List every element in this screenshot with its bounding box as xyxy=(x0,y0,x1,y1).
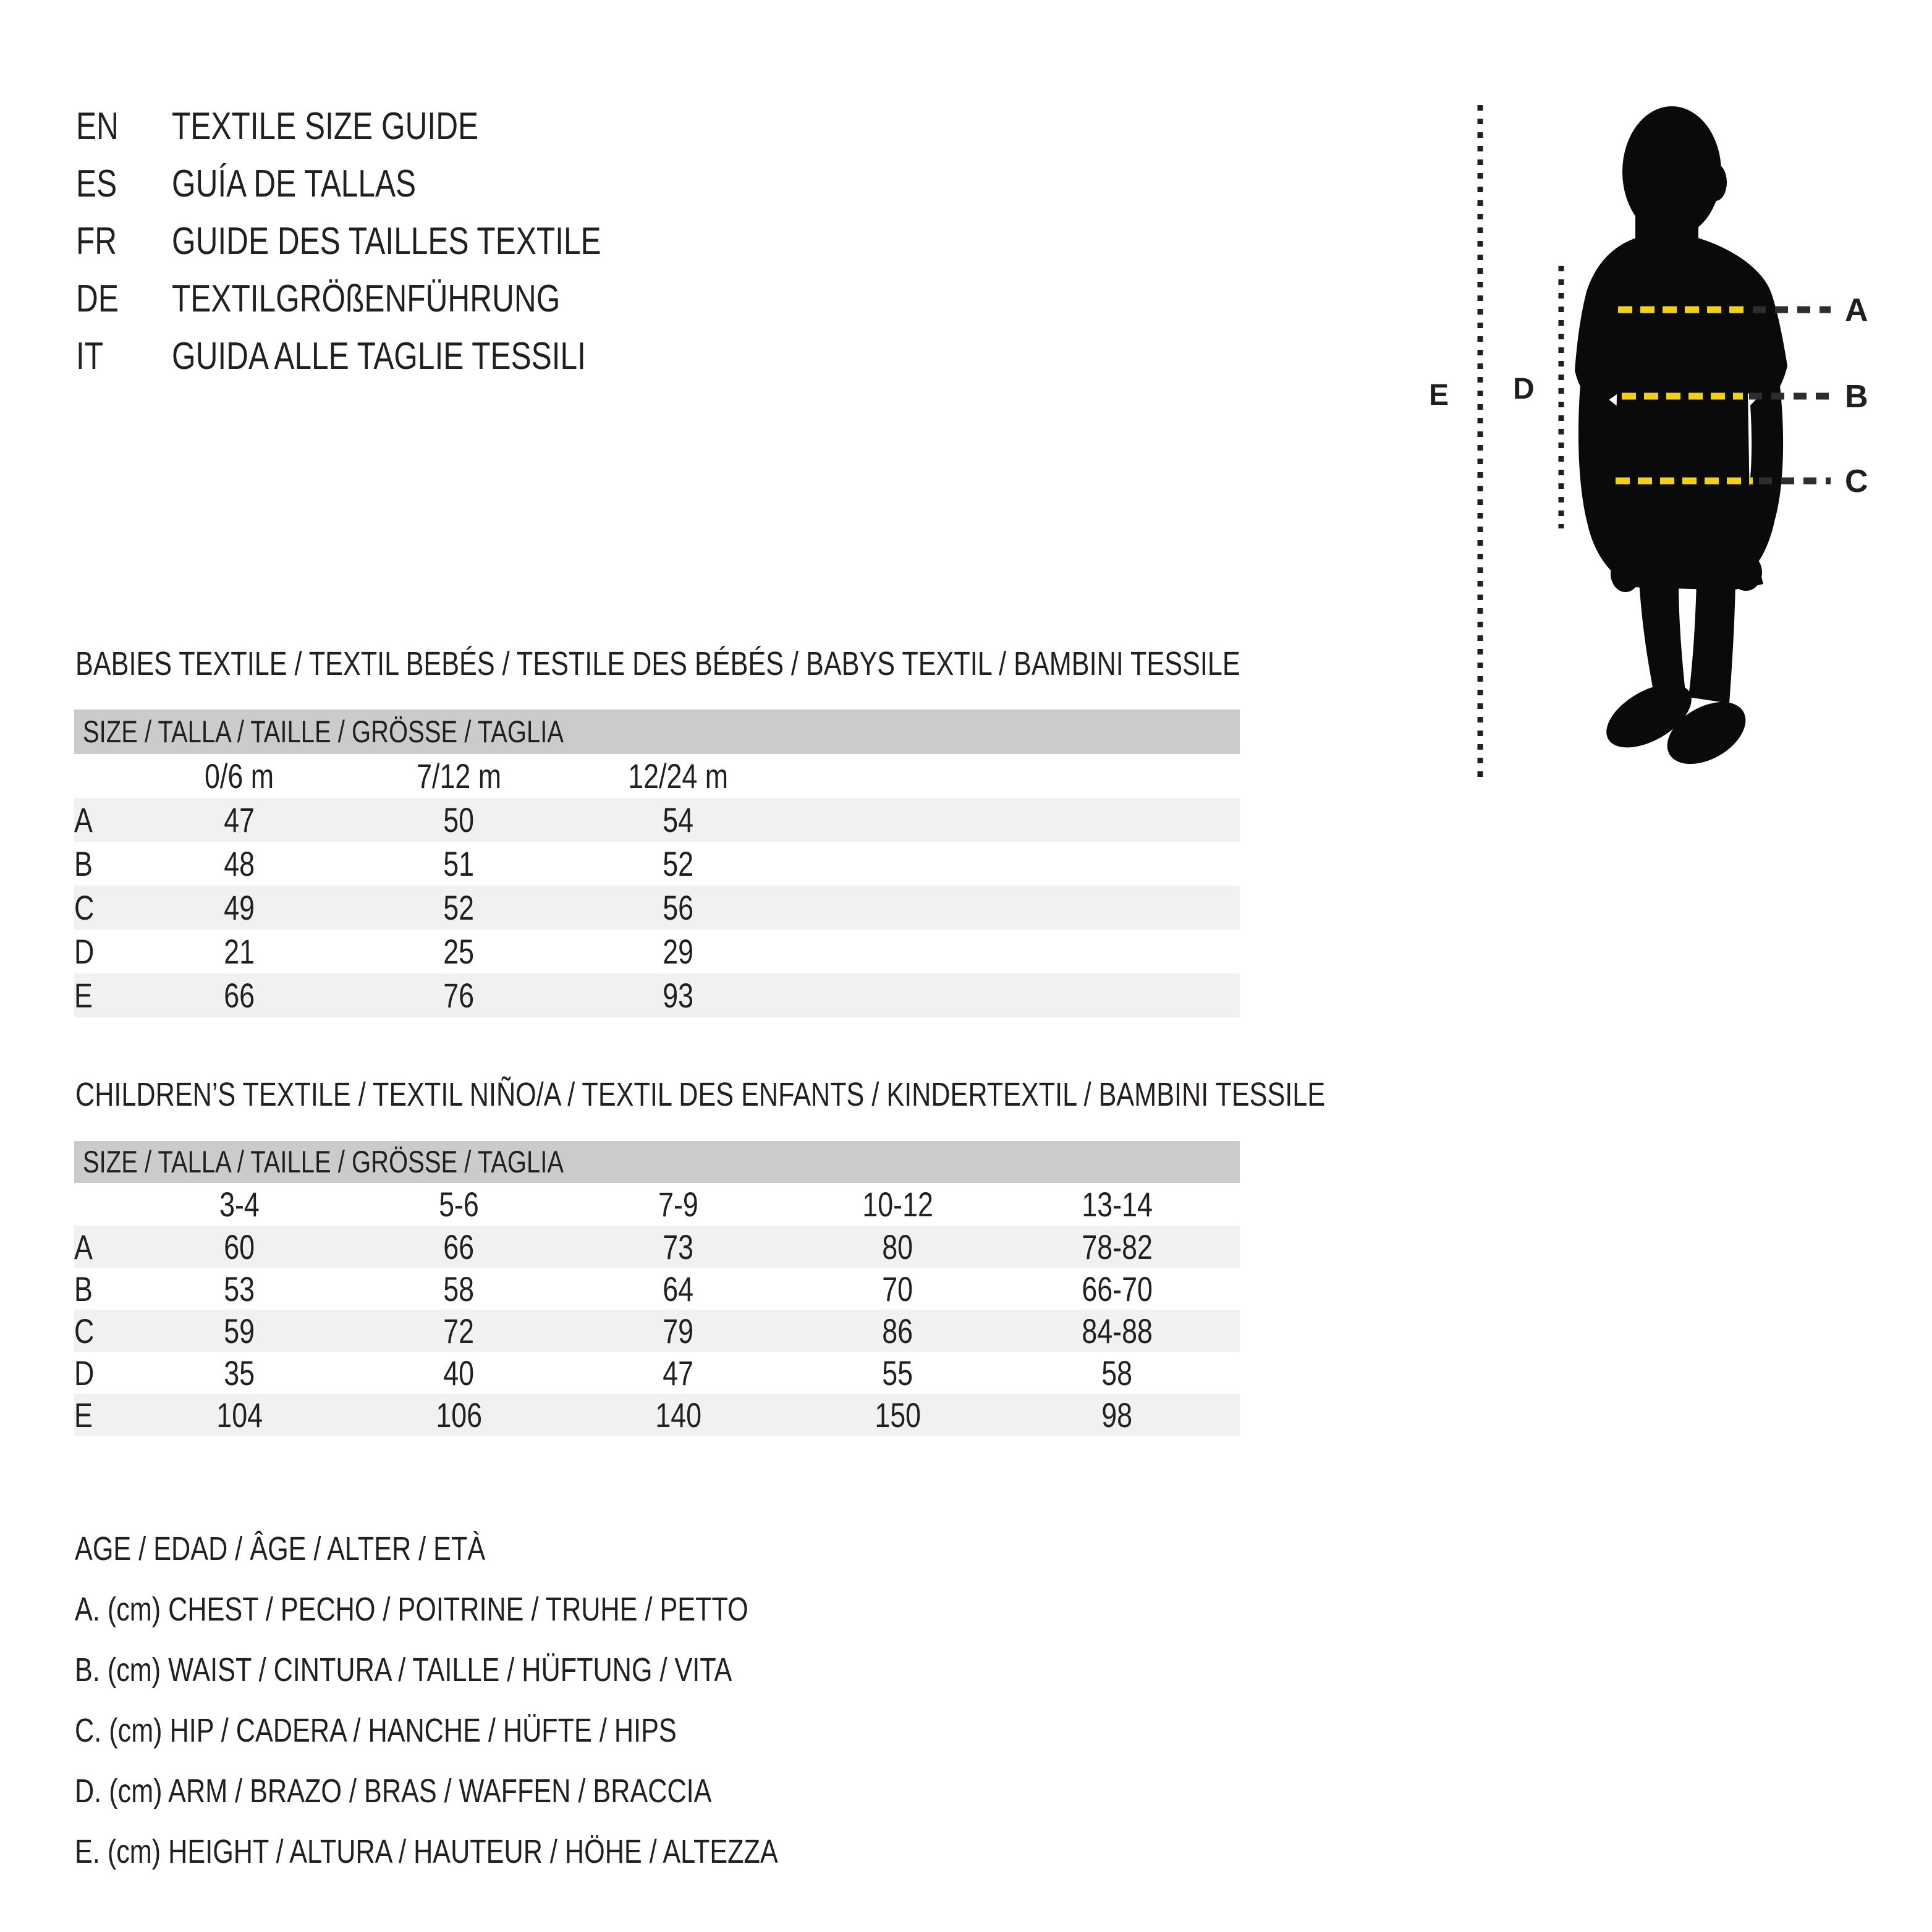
children-size-header-bar: SIZE / TALLA / TAILLE / GRÖSSE / TAGLIA xyxy=(74,1141,1240,1183)
legend-height: E. (cm) HEIGHT / ALTURA / HAUTEUR / HÖHE / ALTEZZA xyxy=(75,1833,778,1870)
table-row: C 49 52 56 xyxy=(74,886,1240,930)
row-label: D xyxy=(74,932,95,971)
table-row: C 59 72 79 86 84-88 xyxy=(74,1310,1240,1352)
figure-label-hip: C xyxy=(1845,464,1868,499)
lang-row-fr xyxy=(76,213,708,270)
measurement-legend xyxy=(75,1519,954,1882)
legend-waist: B. (cm) WAIST / CINTURA / TAILLE / HÜFTUNG / VITA xyxy=(75,1651,732,1688)
table-row: D 21 25 29 xyxy=(74,932,694,971)
children-col-7-9: 7-9 xyxy=(658,1185,698,1224)
row-label: B xyxy=(74,844,93,883)
child-silhouette-figure xyxy=(1409,62,1932,803)
table-row: B 53 58 64 70 66-70 xyxy=(74,1269,1153,1308)
table-row: E 104 106 140 150 98 xyxy=(74,1394,1240,1436)
children-size-table xyxy=(74,1183,1240,1436)
legend-arm: D. (cm) ARM / BRAZO / BRAS / WAFFEN / BRACCIA xyxy=(75,1773,712,1810)
lang-row-it xyxy=(76,328,708,385)
babies-size-table xyxy=(74,754,1240,1017)
row-label: E xyxy=(74,976,93,1015)
children-col-13-14: 13-14 xyxy=(1082,1185,1153,1224)
legend-age: AGE / EDAD / ÂGE / ALTER / ETÀ xyxy=(75,1530,486,1567)
children-column-header-row xyxy=(74,1183,1240,1226)
children-col-3-4: 3-4 xyxy=(219,1185,260,1224)
babies-column-header-row xyxy=(74,754,1240,798)
table-row: E 66 76 93 xyxy=(74,973,1240,1017)
children-col-5-6: 5-6 xyxy=(439,1185,479,1224)
babies-col-12-24m: 12/24 m xyxy=(628,756,729,795)
babies-col-0-6m: 0/6 m xyxy=(205,756,274,795)
lang-title-en: TEXTILE SIZE GUIDE xyxy=(172,105,479,148)
figure-label-arm: D xyxy=(1513,373,1535,405)
babies-section-heading: BABIES TEXTILE / TEXTIL BEBÉS / TESTILE DES BÉBÉS / BABYS TEXTIL / BAMBINI TESSILE xyxy=(75,645,1240,682)
figure-label-waist: B xyxy=(1845,379,1868,415)
lang-title-de: TEXTILGRÖßENFÜHRUNG xyxy=(172,278,561,320)
legend-hip: C. (cm) HIP / CADERA / HANCHE / HÜFTE / HIPS xyxy=(75,1712,677,1749)
lang-title-it: GUIDA ALLE TAGLIE TESSILI xyxy=(172,335,586,378)
lang-row-de xyxy=(76,270,708,328)
children-section-heading: CHILDREN’S TEXTILE / TEXTIL NIÑO/A / TEXTIL DES ENFANTS / KINDERTEXTIL / BAMBINI TESSILE xyxy=(75,1076,1326,1113)
babies-col-7-12m: 7/12 m xyxy=(417,756,501,795)
lang-code-en: EN xyxy=(76,105,119,148)
row-label: A xyxy=(74,800,93,839)
figure-label-chest: A xyxy=(1845,292,1868,328)
children-col-10-12: 10-12 xyxy=(862,1185,933,1224)
lang-row-en xyxy=(76,98,708,155)
lang-code-fr: FR xyxy=(76,220,117,263)
lang-title-fr: GUIDE DES TAILLES TEXTILE xyxy=(172,220,601,263)
row-label: D xyxy=(74,1353,95,1392)
table-row: A 47 50 54 xyxy=(74,798,1240,842)
lang-row-es xyxy=(76,155,708,213)
row-label: B xyxy=(74,1269,93,1308)
row-label: E xyxy=(74,1395,93,1434)
babies-size-header-bar: SIZE / TALLA / TAILLE / GRÖSSE / TAGLIA xyxy=(74,710,1240,754)
table-row: D 35 40 47 55 58 xyxy=(74,1353,1133,1392)
figure-label-height: E xyxy=(1429,379,1449,412)
table-row: A 60 66 73 80 78-82 xyxy=(74,1226,1240,1268)
lang-code-es: ES xyxy=(76,163,117,205)
row-label: A xyxy=(74,1227,93,1266)
child-silhouette xyxy=(1575,106,1787,777)
row-label: C xyxy=(74,888,95,927)
row-label: C xyxy=(74,1311,95,1350)
lang-code-it: IT xyxy=(76,335,104,378)
lang-title-es: GUÍA DE TALLAS xyxy=(172,163,417,205)
language-title-list xyxy=(76,98,708,385)
legend-chest: A. (cm) CHEST / PECHO / POITRINE / TRUHE / PETTO xyxy=(75,1591,748,1628)
measurement-figure xyxy=(1409,62,1932,803)
lang-code-de: DE xyxy=(76,278,119,320)
table-row: B 48 51 52 xyxy=(74,844,694,883)
